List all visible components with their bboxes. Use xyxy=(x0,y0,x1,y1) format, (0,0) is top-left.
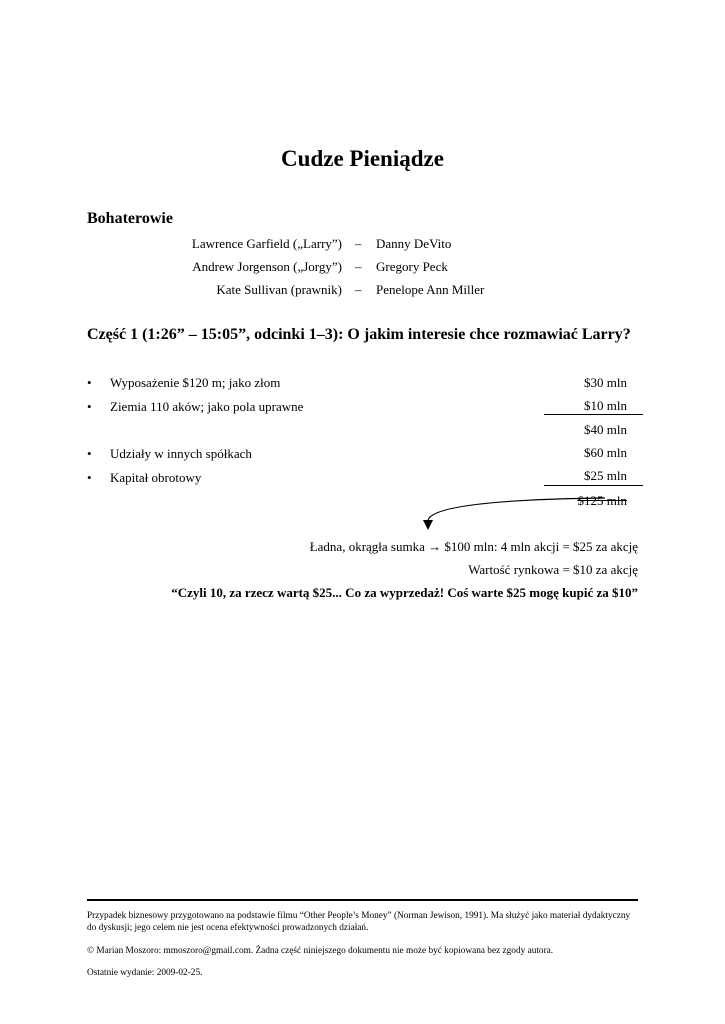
item-label: Ziemia 110 aków; jako pola uprawne xyxy=(110,399,304,414)
sum-rule xyxy=(544,485,643,486)
sum-line: Ładna, okrągła sumka → $100 mln: 4 mln akcji = $25 za akcję xyxy=(309,539,638,554)
footer-note: Przypadek biznesowy przygotowano na podstawie filmu “Other People’s Money” (Norman Jewison, 1991). Ma służyć jako materiał dydaktyczny do dyskusji; jego celem nie jest ocena efektywności prowadzonych działań. xyxy=(87,911,631,933)
actor-name: Danny DeVito xyxy=(376,236,452,251)
footer-edition: Ostatnie wydanie: 2009-02-25. xyxy=(87,968,203,978)
item-label: Kapitał obrotowy xyxy=(110,470,202,485)
item-label: Wyposażenie $120 m; jako złom xyxy=(110,375,281,390)
footer-copyright: © Marian Moszoro: mmoszoro@gmail.com. Żadna część niniejszego dokumentu nie może być kopiowana bez zgody autora. xyxy=(87,946,554,956)
subtotal-value: $40 mln xyxy=(584,422,627,437)
amount-value: $25 mln xyxy=(584,468,627,483)
character-name: Andrew Jorgenson („Jorgy”) xyxy=(192,259,342,274)
characters-heading: Bohaterowie xyxy=(87,210,173,227)
market-value-line: Wartość rynkowa = $10 za akcję xyxy=(468,562,638,577)
amount-value: $30 mln xyxy=(584,375,627,390)
actor-name: Penelope Ann Miller xyxy=(376,282,485,297)
bullet-icon: • xyxy=(87,375,92,390)
bullet-icon: • xyxy=(87,399,92,414)
footer-divider xyxy=(87,899,638,901)
cast-row xyxy=(0,236,725,254)
dash: – xyxy=(355,259,362,274)
curved-arrow-icon xyxy=(415,496,615,538)
bullet-icon: • xyxy=(87,470,92,485)
larry-quote: “Czyli 10, za rzecz wartą $25... Co za wyprzedaż! Coś warte $25 mogę kupić za $10” xyxy=(171,585,638,600)
actor-name: Gregory Peck xyxy=(376,259,448,274)
cast-row xyxy=(0,282,725,300)
character-name: Kate Sullivan (prawnik) xyxy=(216,282,342,297)
cast-row xyxy=(0,259,725,277)
amount-value: $10 mln xyxy=(584,398,627,413)
sum-rule xyxy=(544,414,643,415)
part1-heading: Część 1 (1:26” – 15:05”, odcinki 1–3): O jakim interesie chce rozmawiać Larry? xyxy=(87,326,631,343)
bullet-icon: • xyxy=(87,446,92,461)
document-title: Cudze Pieniądze xyxy=(281,146,444,171)
total-value: $125 mln xyxy=(577,493,627,508)
dash: – xyxy=(355,236,362,251)
dash: – xyxy=(355,282,362,297)
item-label: Udziały w innych spółkach xyxy=(110,446,252,461)
character-name: Lawrence Garfield („Larry”) xyxy=(191,236,342,251)
amount-value: $60 mln xyxy=(584,445,627,460)
